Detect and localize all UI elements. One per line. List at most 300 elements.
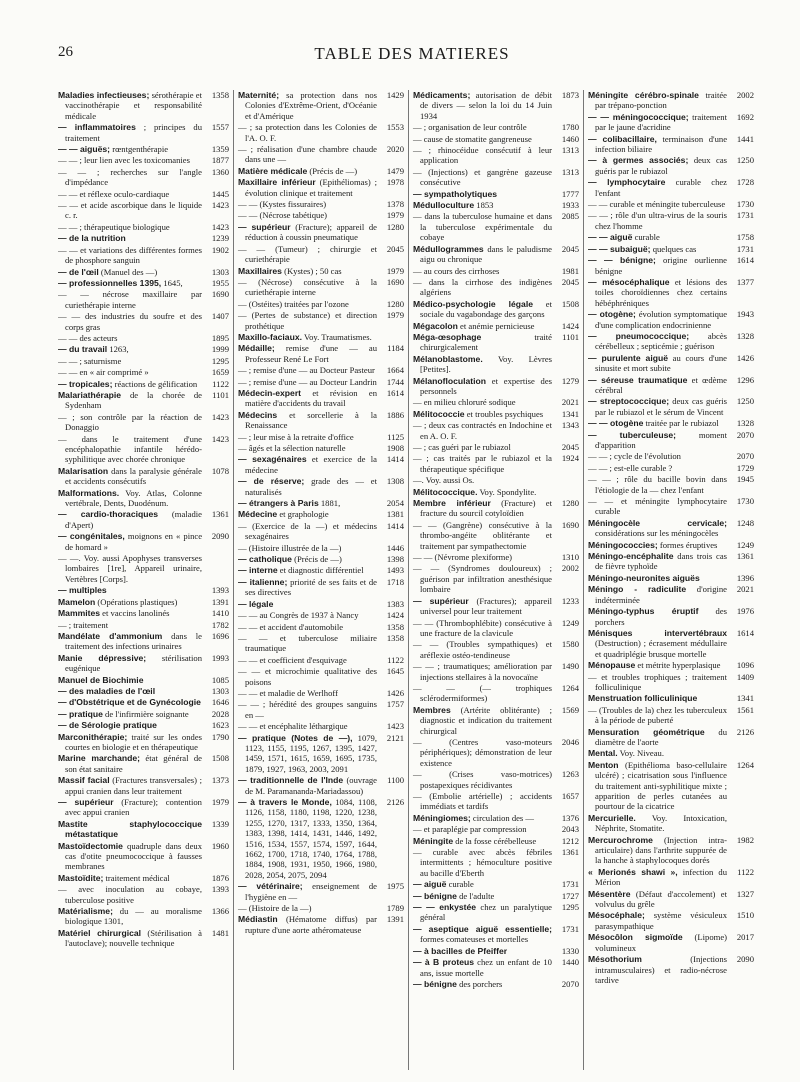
- index-entry: [588, 309, 754, 330]
- entry-text: [58, 553, 202, 584]
- entry-text: [413, 332, 552, 353]
- entry-page-number: 1391: [211, 596, 229, 607]
- index-entry: [413, 924, 579, 945]
- entry-page-number: 1396: [736, 572, 754, 583]
- entry-text: [588, 760, 727, 812]
- entry-page-number: 1250: [736, 155, 754, 166]
- entry-text: [58, 222, 202, 232]
- entry-page-number: 1361: [561, 847, 579, 858]
- entry-text: [588, 331, 727, 352]
- entry-page-number: 1614: [386, 387, 404, 398]
- entry-text: [413, 200, 552, 210]
- index-entry: [238, 903, 404, 913]
- entry-headword: Maladies infectieuses;: [58, 90, 150, 100]
- entry-page-number: 1381: [386, 509, 404, 520]
- index-entry: [58, 245, 229, 266]
- index-entry: [588, 255, 754, 276]
- entry-page-number: 1212: [561, 835, 579, 846]
- entry-page-number: 1979: [386, 210, 404, 221]
- entry-detail: (Lipome) volumineux: [595, 932, 728, 953]
- index-entry: [413, 244, 579, 265]
- entry-detail: et anémie pernicieuse: [457, 320, 535, 331]
- entry-page-number: 1339: [211, 818, 229, 829]
- index-entry: [588, 813, 754, 834]
- entry-page-number: 1508: [211, 753, 229, 764]
- entry-page-number: 1479: [386, 165, 404, 176]
- entry-page-number: 1460: [561, 133, 579, 144]
- entry-detail: (Artérite oblitérante) ; diagnostic et indication du traitement chirurgical: [420, 704, 552, 736]
- entry-page-number: 1423: [211, 200, 229, 211]
- entry-detail: 1263,: [107, 344, 129, 355]
- entry-page-number: 1295: [211, 355, 229, 366]
- entry-page-number: 1493: [386, 565, 404, 576]
- entry-headword: — purulente aiguë: [588, 352, 669, 363]
- entry-detail: — — (Gangrène) consécutive à la thrombo-angéite oblitérante et traitement par sympathectomie: [413, 519, 552, 551]
- entry-page-number: 1730: [736, 199, 754, 210]
- entry-text: [413, 453, 552, 474]
- entry-detail: (Manuel des —): [98, 266, 158, 277]
- entry-text: [413, 487, 552, 497]
- entry-detail: et œdème cérébral: [595, 374, 727, 395]
- entry-page-number: 1729: [736, 462, 754, 473]
- index-entry: [238, 454, 404, 475]
- entry-detail: — — et maladie de Werlhoff: [238, 687, 338, 698]
- entry-detail: — — et microchimie qualitative des poisons: [238, 666, 377, 687]
- entry-detail: Voy. Intoxication, Néphrite, Stomatite.: [595, 812, 727, 834]
- entry-detail: (Destruction) ; écrasement médullaire et quadriplégie brusque mortelle: [595, 638, 727, 659]
- index-entry: [413, 211, 579, 242]
- entry-headword: — du travail: [58, 344, 108, 355]
- index-entry: [413, 277, 579, 298]
- entry-page-number: 1976: [736, 606, 754, 617]
- index-entry: [413, 836, 579, 846]
- entry-detail: (Injection intra-articulaire) dans l'arthrite suppurée de la hanche à staphylocoques dorés: [595, 834, 727, 866]
- entry-page-number: 1557: [211, 122, 229, 133]
- index-entry: [58, 553, 229, 584]
- entry-text: [588, 628, 727, 659]
- entry-page-number: 1979: [386, 265, 404, 276]
- entry-page-number: 1248: [736, 517, 754, 528]
- index-entry: [588, 573, 754, 583]
- entry-page-number: 2017: [736, 932, 754, 943]
- index-entry: [588, 727, 754, 748]
- entry-text: [413, 354, 552, 375]
- entry-detail: traité chirurgicalement: [420, 331, 552, 353]
- index-entry: [413, 552, 579, 562]
- entry-text: [413, 475, 552, 485]
- index-entry: [588, 210, 754, 231]
- index-entry: [58, 222, 229, 232]
- entry-text: [588, 232, 727, 242]
- entry-page-number: 1744: [386, 376, 404, 387]
- entry-detail: — — et réflexe oculo-cardiaque: [58, 188, 170, 199]
- entry-page-number: 1122: [387, 654, 404, 665]
- entry-detail: chez un paralytique général: [420, 902, 552, 923]
- index-entry: [238, 775, 404, 796]
- entry-detail: — —. Voy. aussi Apophyses transverses lombaires [1re], Appareil urinaire, Vertèbres [Corps].: [58, 553, 202, 584]
- entry-page-number: 1373: [211, 775, 229, 786]
- entry-headword: Méningo - radiculite: [588, 584, 687, 595]
- entry-headword: — bénigne: [413, 978, 457, 989]
- entry-text: [413, 824, 552, 834]
- entry-headword: — sympatholytiques: [413, 188, 498, 199]
- entry-page-number: 1955: [211, 277, 229, 288]
- entry-detail: origine ourlienne bénigne: [595, 255, 727, 276]
- index-entry: [588, 693, 754, 703]
- entry-text: [588, 375, 727, 396]
- entry-text: [238, 565, 377, 575]
- index-entry: [413, 134, 579, 144]
- page-number: 26: [58, 44, 73, 60]
- entry-text: [413, 683, 552, 704]
- entry-page-number: 1358: [211, 90, 229, 100]
- entry-detail: — — et encéphalite léthargique: [238, 721, 348, 732]
- entry-page-number: 2054: [386, 498, 404, 509]
- entry-page-number: 1249: [561, 617, 579, 628]
- entry-headword: Mégacolon: [413, 320, 458, 331]
- entry-page-number: 1978: [386, 177, 404, 188]
- entry-text: [413, 134, 552, 144]
- index-entry: [58, 884, 229, 905]
- entry-detail: sérothérapie et vaccinothérapie et responsabilité médicale: [65, 90, 202, 121]
- entry-text: [238, 432, 377, 442]
- entry-detail: — (Ostéites) traitées par l'ozone: [238, 298, 349, 309]
- entry-text: [588, 463, 727, 473]
- entry-detail: réactions de gélification: [112, 378, 198, 389]
- entry-page-number: 1409: [736, 671, 754, 682]
- entry-text: [588, 867, 727, 888]
- entry-detail: (Précis de —): [307, 165, 358, 176]
- entry-detail: — ; rhinocéidue consécutif à leur application: [413, 145, 552, 166]
- index-entry: [413, 189, 579, 199]
- entry-headword: — colibacillaire,: [588, 133, 657, 144]
- entry-page-number: 1414: [386, 454, 404, 465]
- entry-detail: et sorcellerie à la Renaissance: [245, 409, 377, 431]
- entry-headword: Mésentère: [588, 888, 631, 899]
- entry-page-number: 1383: [386, 598, 404, 609]
- entry-detail: traitement médical: [103, 872, 170, 883]
- entry-page-number: 1718: [386, 576, 404, 587]
- entry-page-number: 2020: [386, 144, 404, 155]
- entry-detail: — ; remise d'une — au Docteur Landrin: [238, 376, 377, 387]
- entry-page-number: 1359: [211, 144, 229, 155]
- entry-detail: infection du Mérion: [595, 866, 727, 888]
- entry-page-number: 1790: [211, 731, 229, 742]
- entry-text: [413, 409, 552, 419]
- index-entry: [413, 520, 579, 551]
- entry-detail: formes éruptives: [657, 539, 718, 550]
- entry-page-number: 1960: [211, 840, 229, 851]
- index-entry: [413, 200, 579, 210]
- entry-detail: Voy. Niveau.: [617, 748, 664, 759]
- entry-detail: — — (Syndromes douloureux) ; guérison par infiltration anesthésique lombaire: [413, 563, 552, 595]
- entry-headword: — tropicales;: [58, 378, 113, 389]
- entry-headword: — — bénigne;: [588, 255, 656, 266]
- entry-detail: curable chez l'enfant: [595, 177, 727, 198]
- index-entry: [413, 145, 579, 166]
- entry-page-number: 1341: [561, 408, 579, 419]
- entry-page-number: 2090: [736, 954, 754, 965]
- index-entry: [238, 633, 404, 654]
- entry-headword: Menstruation folliculinique: [588, 693, 698, 704]
- index-entry: [588, 430, 754, 451]
- entry-text: [58, 267, 202, 277]
- entry-page-number: 1249: [736, 539, 754, 550]
- index-entry: [58, 928, 229, 949]
- index-entry: [588, 628, 754, 659]
- entry-detail: — (Histoire de la —): [238, 903, 312, 914]
- entry-text: [58, 390, 202, 411]
- entry-page-number: 2002: [736, 90, 754, 100]
- index-entry: [58, 122, 229, 143]
- entry-text: [58, 90, 202, 121]
- entry-text: [413, 813, 552, 823]
- index-entry: [413, 487, 579, 497]
- index-entry: [238, 797, 404, 880]
- entry-page-number: 2070: [736, 429, 754, 440]
- entry-text: [588, 540, 727, 550]
- index-entry: [58, 311, 229, 332]
- entry-text: [58, 289, 202, 310]
- entry-text: [58, 367, 202, 377]
- entry-page-number: 1446: [386, 542, 404, 553]
- entry-text: [238, 377, 377, 387]
- index-entry: [238, 90, 404, 121]
- entry-headword: — italienne;: [238, 576, 288, 587]
- entry-headword: Matière médicale: [238, 165, 308, 176]
- entry-page-number: 1982: [736, 834, 754, 845]
- entry-text: [588, 255, 727, 276]
- entry-detail: — (Histoire illustrée de la —): [238, 542, 342, 553]
- index-entry: [413, 813, 579, 823]
- index-entry: [238, 299, 404, 309]
- entry-page-number: 1410: [211, 608, 229, 619]
- entry-page-number: 2043: [561, 824, 579, 835]
- entry-detail: — — ; traumatiques; amélioration par injections stellaires à la novocaïne: [413, 661, 552, 682]
- entry-detail: Voy. Spondylite.: [477, 486, 537, 497]
- entry-detail: — ; cas guéri par le rubiazol: [413, 442, 511, 452]
- entry-text: [58, 333, 202, 343]
- entry-headword: Mastite staphylococcique métastatique: [58, 818, 202, 840]
- entry-detail: — ; organisation de leur contrôle: [413, 122, 527, 133]
- entry-page-number: 1993: [211, 652, 229, 663]
- entry-detail: — (Crises vaso-motrices) postapexiques récidivantes: [413, 769, 552, 790]
- entry-page-number: 1440: [561, 957, 579, 968]
- entry-text: [588, 451, 727, 461]
- entry-page-number: 1441: [736, 133, 754, 144]
- entry-text: [58, 167, 202, 188]
- index-column-2: [233, 90, 408, 1070]
- entry-detail: — et troubles trophiques ; traitement folliculinique: [588, 671, 727, 692]
- entry-page-number: 1730: [736, 496, 754, 507]
- index-entry: [238, 881, 404, 902]
- entry-detail: Voy. Atlas, Colonne vertébrale, Dents, Duodénum.: [65, 487, 202, 509]
- entry-page-number: 2045: [561, 442, 579, 452]
- index-entry: [588, 331, 754, 352]
- entry-detail: et exercice de la médecine: [245, 454, 378, 475]
- entry-headword: Menton: [588, 759, 619, 770]
- entry-page-number: 2126: [386, 797, 404, 807]
- entry-text: [58, 488, 202, 509]
- index-entry: [58, 390, 229, 411]
- index-entry: [238, 599, 404, 609]
- index-entry: [238, 509, 404, 519]
- entry-detail: — et paraplégie par compression: [413, 824, 527, 835]
- entry-page-number: 1361: [211, 509, 229, 520]
- entry-headword: — professionnelles 1395,: [58, 277, 162, 288]
- entry-text: [238, 721, 377, 731]
- index-entry: [58, 289, 229, 310]
- entry-text: [58, 233, 202, 243]
- entry-detail: — âgés et la sélection naturelle: [238, 443, 346, 453]
- entry-detail: — — curable et méningite tuberculeuse: [588, 199, 726, 210]
- entry-text: [413, 167, 552, 188]
- index-entry: [588, 954, 754, 985]
- index-entry: [238, 476, 404, 497]
- entry-headword: Médullogrammes: [413, 243, 484, 254]
- index-entry: [588, 496, 754, 517]
- entry-text: [413, 596, 552, 617]
- entry-detail: moment d'apparition: [595, 429, 727, 450]
- index-entry: [58, 620, 229, 630]
- entry-page-number: 1280: [561, 498, 579, 509]
- entry-detail: — (Pertes de substance) et direction prothétique: [238, 310, 377, 331]
- index-entry: [588, 353, 754, 374]
- entry-detail: (Fracture); contention avec appui cranien: [65, 797, 202, 818]
- entry-page-number: 1728: [736, 177, 754, 188]
- entry-page-number: 1361: [736, 551, 754, 562]
- entry-text: [413, 836, 552, 846]
- entry-page-number: [202, 553, 229, 584]
- entry-page-number: 1490: [561, 661, 579, 672]
- entry-text: [588, 155, 727, 176]
- entry-page-number: 1945: [736, 474, 754, 485]
- index-entry: [413, 332, 579, 353]
- entry-text: [58, 189, 202, 199]
- index-entry: [58, 233, 229, 243]
- entry-detail: — — et tuberculose miliaire traumatique: [238, 632, 377, 654]
- entry-page-number: 2090: [211, 531, 229, 542]
- entry-text: [58, 841, 202, 872]
- entry-detail: — ; traitement: [58, 619, 109, 630]
- index-entry: [413, 409, 579, 419]
- entry-detail: sa protection dans nos Colonies d'Extrême-Orient, d'Océanie et d'Amérique: [245, 90, 377, 121]
- index-entry: [413, 498, 579, 519]
- entry-text: [413, 769, 552, 790]
- entry-detail: des porchers: [456, 978, 503, 989]
- entry-detail: d'origine indéterminée: [595, 584, 727, 605]
- entry-detail: — — au Congrès de 1937 à Nancy: [238, 610, 359, 621]
- entry-text: [238, 577, 377, 598]
- entry-headword: — pneumococcique;: [588, 330, 690, 341]
- entry-headword: — de la nutrition: [58, 233, 126, 244]
- entry-page-number: 1508: [561, 298, 579, 309]
- entry-text: [413, 552, 552, 562]
- entry-page-number: 1731: [736, 210, 754, 221]
- index-entry: [58, 488, 229, 509]
- entry-headword: — — otogène: [588, 418, 644, 429]
- entry-detail: — — ; saturnisme: [58, 355, 122, 366]
- entry-headword: Manuel de Biochimie: [58, 674, 144, 685]
- entry-detail: (Précis de —): [291, 554, 342, 565]
- entry-text: [413, 376, 552, 397]
- entry-headword: — sexagénaires: [238, 454, 307, 465]
- entry-page-number: 1100: [387, 775, 404, 786]
- entry-text: [413, 791, 552, 812]
- index-entry: [58, 344, 229, 354]
- entry-text: [588, 889, 727, 910]
- entry-headword: Ménopause: [588, 660, 636, 671]
- index-entry: [413, 769, 579, 790]
- entry-page-number: 1250: [736, 396, 754, 407]
- entry-page-number: 1777: [561, 188, 579, 199]
- index-entry: [588, 396, 754, 417]
- entry-headword: Médecine: [238, 509, 278, 520]
- entry-detail: et diagnostic différentiel: [277, 565, 364, 576]
- entry-page-number: 1303: [211, 266, 229, 277]
- entry-detail: 1645,: [161, 277, 183, 288]
- entry-page-number: 1101: [212, 389, 229, 400]
- entry-detail: enseignement de l'hygiène en —: [245, 881, 377, 902]
- entry-detail: grade des — et naturalisés: [245, 476, 377, 497]
- entry-headword: — catholique: [238, 554, 292, 565]
- entry-detail: et sociale du vagabondage des garçons: [420, 298, 552, 320]
- index-entry: [588, 177, 754, 198]
- index-entry: [238, 343, 404, 364]
- entry-headword: — inflammatoires: [58, 122, 136, 133]
- index-columns: [58, 90, 758, 1070]
- entry-detail: — — des industries du soufre et des corps gras: [58, 311, 202, 332]
- entry-text: [413, 924, 552, 945]
- index-entry: [588, 518, 754, 539]
- entry-page-number: 1393: [211, 884, 229, 895]
- entry-headword: Méningo-typhus éruptif: [588, 606, 699, 617]
- entry-headword: — à B proteus: [413, 957, 475, 968]
- entry-detail: — dans la tuberculose humaine et dans la tuberculose expérimentale du cobaye: [413, 211, 552, 243]
- index-entry: [58, 797, 229, 818]
- entry-page-number: 1981: [561, 265, 579, 276]
- entry-text: [413, 979, 552, 989]
- entry-headword: Mastoïdite;: [58, 872, 104, 883]
- entry-detail: — — (Troubles sympathiques) et aréflexie ostéo-tendineuse: [413, 639, 552, 660]
- entry-page-number: 1358: [386, 621, 404, 632]
- entry-text: [238, 775, 377, 796]
- entry-page-number: 1280: [386, 298, 404, 309]
- entry-detail: traitement par le jaune d'acridine: [595, 111, 727, 133]
- entry-detail: — ; réalisation d'une chambre chaude dans une —: [238, 144, 377, 165]
- index-entry: [413, 122, 579, 132]
- entry-text: [58, 797, 202, 818]
- entry-detail: — au cours des cirrhoses: [413, 265, 500, 276]
- index-entry: [58, 720, 229, 730]
- entry-text: [588, 551, 727, 572]
- entry-headword: Mammites: [58, 608, 101, 619]
- entry-headword: — pratique: [58, 708, 103, 719]
- entry-page-number: [727, 748, 754, 758]
- entry-page-number: 1877: [211, 155, 229, 166]
- entry-detail: — — en « air comprimé »: [58, 367, 149, 378]
- entry-page-number: 1327: [736, 888, 754, 899]
- index-entry: [238, 144, 404, 165]
- entry-detail: — ; cas traités par le rubiazol et la thérapeutique spécifique: [413, 453, 552, 474]
- entry-headword: — tuberculeuse;: [588, 429, 676, 440]
- entry-page-number: [552, 487, 579, 497]
- entry-text: [238, 310, 377, 331]
- entry-page-number: 1943: [736, 309, 754, 320]
- index-entry: [413, 661, 579, 682]
- index-entry: [238, 666, 404, 687]
- index-entry: [58, 412, 229, 433]
